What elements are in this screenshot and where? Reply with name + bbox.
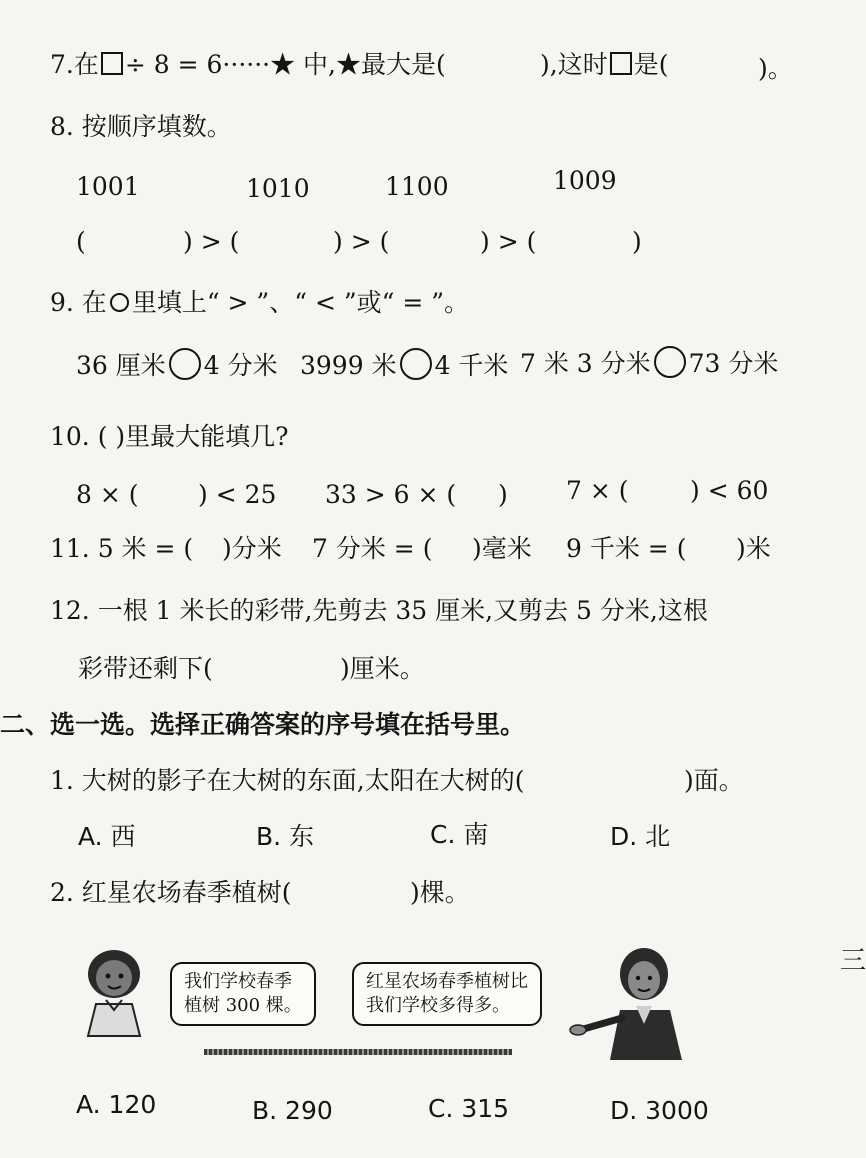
- q10-item-2b: ): [498, 480, 508, 509]
- question-7-end: )。: [758, 54, 793, 83]
- s2q2-option-d: D. 3000: [610, 1096, 709, 1125]
- blank-bar: [204, 1049, 512, 1055]
- q9-item-2: 3999 米 4 千米: [300, 348, 508, 381]
- q11-item-3a: 9 千米 = (: [566, 534, 687, 563]
- s2q2-option-a: A. 120: [76, 1090, 157, 1119]
- q8-blank-1: (: [76, 227, 86, 256]
- s2-question-1-stem-b: )面。: [684, 766, 744, 795]
- q11-item-3b: )米: [736, 534, 771, 563]
- s2q1-option-c: C. 南: [430, 820, 489, 849]
- s2q1-option-d: D. 北: [610, 822, 671, 851]
- question-7: 7.在 ÷ 8 = 6······★ 中,★最大是(: [50, 50, 446, 79]
- question-8-title: 8. 按顺序填数。: [50, 112, 232, 141]
- question-10-title: 10. ( )里最大能填几?: [50, 422, 289, 451]
- s2-question-2-stem-b: )棵。: [410, 878, 470, 907]
- q8-blank-3: ) > (: [333, 227, 390, 256]
- q11-item-2a: 7 分米 = (: [312, 534, 433, 563]
- question-7-tail: ),这时 是(: [540, 50, 669, 79]
- speech-bubble-left: 我们学校春季 植树 300 棵。: [170, 962, 316, 1026]
- q11-item-2b: )毫米: [472, 534, 532, 563]
- question-9-title: 9. 在 里填上“ > ”、“ < ”或“ = ”。: [50, 288, 470, 317]
- circle-icon: [110, 293, 129, 312]
- q10-item-1a: 8 × (: [76, 480, 139, 509]
- s2q2-option-c: C. 315: [428, 1094, 510, 1123]
- q10-item-1b: ) < 25: [198, 480, 277, 509]
- s2q2-option-b: B. 290: [252, 1096, 333, 1125]
- q8-blank-4: ) > (: [480, 227, 537, 256]
- s2-question-1-stem-a: 1. 大树的影子在大树的东面,太阳在大树的(: [50, 766, 525, 795]
- q11-item-1a: 11. 5 米 = (: [50, 534, 194, 563]
- compare-circle: [169, 348, 201, 380]
- q8-number-3: 1100: [385, 172, 449, 201]
- question-12-line-2b: )厘米。: [340, 654, 425, 683]
- compare-circle: [654, 346, 686, 378]
- q8-blank-5: ): [632, 227, 642, 256]
- q10-item-3a: 7 × (: [566, 476, 629, 505]
- speech-bubble-right: 红星农场春季植树比 我们学校多得多。: [352, 962, 542, 1026]
- q10-item-3b: ) < 60: [690, 476, 769, 505]
- s2-question-2-stem-a: 2. 红星农场春季植树(: [50, 878, 292, 907]
- question-12-line-1: 12. 一根 1 米长的彩带,先剪去 35 厘米,又剪去 5 分米,这根: [50, 596, 708, 625]
- woman-illustration: [566, 944, 690, 1062]
- blank-box: [101, 52, 123, 75]
- s2q1-option-a: A. 西: [78, 822, 136, 851]
- s2q1-option-b: B. 东: [256, 822, 315, 851]
- q9-item-3: 7 米 3 分米 73 分米: [520, 346, 778, 379]
- q9-item-1: 36 厘米 4 分米: [76, 348, 278, 381]
- q8-number-2: 1010: [246, 174, 310, 203]
- blank-box: [610, 52, 632, 75]
- edge-mark: 三: [840, 946, 866, 976]
- compare-circle: [400, 348, 432, 380]
- girl-illustration: [76, 944, 156, 1040]
- q8-blank-2: ) > (: [183, 227, 240, 256]
- q8-number-4: 1009: [553, 166, 617, 195]
- section-2-title: 二、选一选。选择正确答案的序号填在括号里。: [0, 710, 526, 739]
- q10-item-2a: 33 > 6 × (: [325, 480, 457, 509]
- question-12-line-2a: 彩带还剩下(: [78, 654, 213, 683]
- q8-number-1: 1001: [76, 172, 140, 201]
- q11-item-1b: )分米: [222, 534, 282, 563]
